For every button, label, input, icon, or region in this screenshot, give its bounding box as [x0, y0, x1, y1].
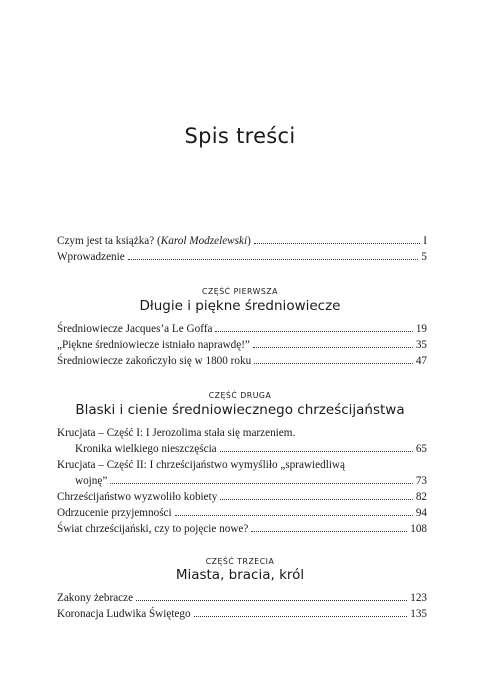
- toc-entry-text: Chrześcijaństwo wyzwoliło kobiety: [57, 491, 218, 503]
- toc-entry-page: I: [423, 235, 427, 247]
- toc-entry-text: Krucjata – Część I: I Jerozolima stała się marzeniem.: [57, 427, 296, 439]
- leader-dots: [253, 347, 413, 348]
- leader-dots: [220, 451, 413, 452]
- toc-entry[interactable]: [57, 521, 427, 537]
- toc-entry[interactable]: [57, 337, 427, 353]
- toc-entry-text: Średniowiecze zakończyło się w 1800 roku: [57, 355, 252, 367]
- leader-dots: [254, 363, 413, 364]
- leader-dots: [215, 331, 412, 332]
- leader-dots: [220, 499, 412, 500]
- toc-entry-page: 135: [410, 608, 427, 620]
- part-label: CZĘŚĆ DRUGA: [208, 391, 272, 400]
- toc-entry-text: Czym jest ta książka? (Karol Modzelewski): [57, 235, 251, 247]
- toc-entry-text: Odrzucenie przyjemności: [57, 507, 172, 519]
- toc-entry[interactable]: [57, 590, 427, 606]
- toc-entry-page: 82: [415, 491, 427, 503]
- toc-entry-intro-book[interactable]: [57, 233, 427, 249]
- toc-entry-page: 73: [415, 475, 427, 487]
- leader-dots: [136, 600, 407, 601]
- toc-entry-page: 5: [421, 251, 427, 263]
- toc-entry-text: Zakony żebracze: [57, 592, 134, 604]
- toc-entry-page: 19: [415, 323, 427, 335]
- toc-entry-page: 65: [415, 443, 427, 455]
- toc-entry-text: Wprowadzenie: [57, 251, 125, 263]
- toc-entry-text-cont: wojnę”: [75, 475, 108, 487]
- toc-entry[interactable]: [57, 489, 427, 505]
- leader-dots: [251, 531, 407, 532]
- toc-entry[interactable]: [57, 606, 427, 622]
- toc-entry-text: Koronacja Ludwika Świętego: [57, 608, 191, 620]
- toc-entry[interactable]: [57, 353, 427, 369]
- leader-dots: [128, 259, 419, 260]
- toc-entry-text: Świat chrześcijański, czy to pojęcie nowe?: [57, 523, 249, 535]
- toc-entry-introduction[interactable]: [57, 249, 427, 265]
- leader-dots: [254, 243, 420, 244]
- part-label: CZĘŚĆ TRZECIA: [205, 557, 275, 566]
- toc-entry-page: 123: [410, 592, 427, 604]
- toc-entry-text: Średniowiecze Jacques’a Le Goffa: [57, 323, 213, 335]
- toc-entry[interactable]: [57, 457, 427, 489]
- part-title: Miasta, bracia, król: [175, 567, 305, 583]
- toc-entry-text: Krucjata – Część II: I chrześcijaństwo wymyśliło „sprawiedliwą: [57, 459, 345, 471]
- toc-entry-text-cont: Kronika wielkiego nieszczęścia: [75, 443, 217, 455]
- part-title: Długie i piękne średniowiecze: [139, 298, 341, 314]
- part-title: Blaski i cienie średniowiecznego chrześcijaństwa: [75, 402, 405, 418]
- toc-entry-page: 108: [410, 523, 427, 535]
- page-title: Spis treści: [184, 124, 296, 148]
- toc-entry[interactable]: [57, 425, 427, 457]
- leader-dots: [175, 515, 413, 516]
- toc-entry-page: 94: [415, 507, 427, 519]
- toc-entry[interactable]: [57, 505, 427, 521]
- toc-entry-page: 47: [415, 355, 427, 367]
- part-label: CZĘŚĆ PIERWSZA: [202, 287, 278, 296]
- leader-dots: [194, 616, 408, 617]
- toc-entry-text: „Piękne średniowiecze istniało naprawdę!”: [57, 339, 250, 351]
- leader-dots: [110, 483, 413, 484]
- toc-entry-page: 35: [415, 339, 427, 351]
- toc-entry[interactable]: [57, 321, 427, 337]
